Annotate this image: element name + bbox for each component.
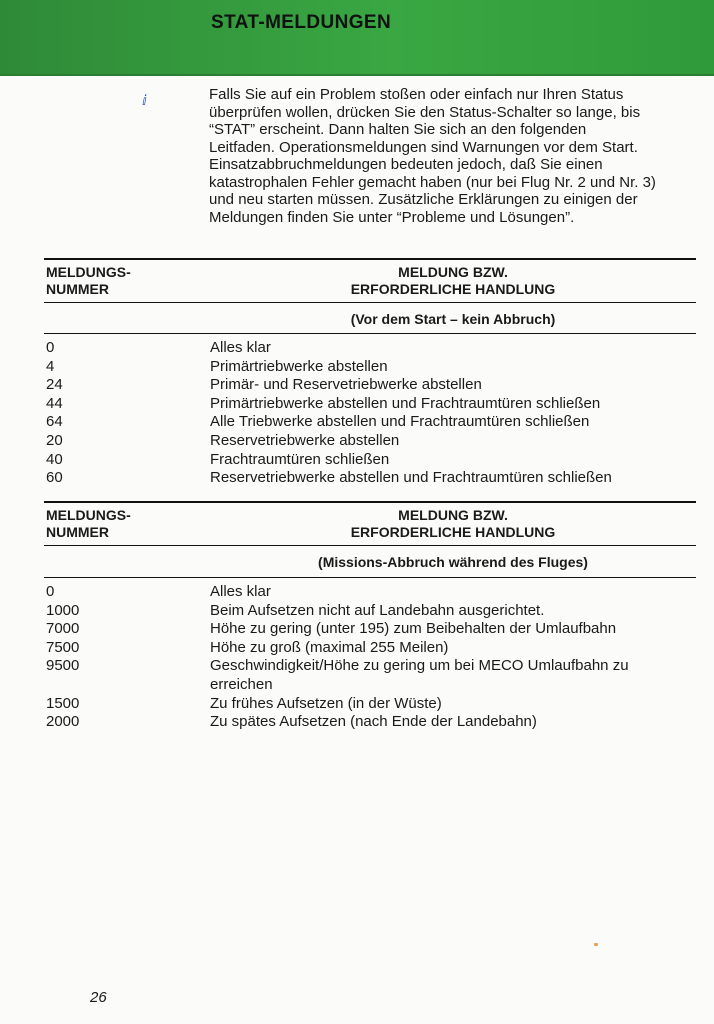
table1-body xyxy=(46,339,696,488)
message-number: 24 xyxy=(46,376,63,394)
table-row xyxy=(46,376,696,395)
message-number: 20 xyxy=(46,431,63,449)
message-number: 64 xyxy=(46,413,63,431)
message-text: Alle Triebwerke abstellen und Frachtraumtüren schließen xyxy=(210,413,590,431)
message-number: 44 xyxy=(46,394,63,412)
table-row xyxy=(46,639,696,658)
intro-line: Falls Sie auf ein Problem stoßen oder einfach nur Ihren Status xyxy=(209,86,624,103)
intro-line: Leitfaden. Operationsmeldungen sind Warnungen vor dem Start. xyxy=(209,138,638,156)
message-text: Zu frühes Aufsetzen (in der Wüste) xyxy=(210,694,442,712)
message-text: Primärtriebwerke abstellen xyxy=(210,357,388,375)
table-row xyxy=(46,713,696,732)
table-row xyxy=(46,413,696,432)
table2-section-rule xyxy=(44,577,696,578)
message-text: Beim Aufsetzen nicht auf Landebahn ausgerichtet. xyxy=(210,601,545,619)
message-number: 40 xyxy=(46,450,63,468)
table-row xyxy=(46,469,696,488)
table-row xyxy=(46,358,696,377)
message-number: 1500 xyxy=(46,694,80,712)
message-number: 9500 xyxy=(46,657,80,675)
intro-line: und neu starten müssen. Zusätzliche Erklärungen zu einigen der xyxy=(209,191,638,208)
table-row xyxy=(46,676,696,695)
table-row xyxy=(46,620,696,639)
table1-section-title: (Vor dem Start – kein Abbruch) xyxy=(350,311,556,327)
table1-col-message-header: MELDUNG BZW. ERFORDERLICHE HANDLUNG xyxy=(350,264,556,297)
table2-col-message-header: MELDUNG BZW. ERFORDERLICHE HANDLUNG xyxy=(350,507,556,540)
table-row xyxy=(46,395,696,414)
message-number: 4 xyxy=(46,357,55,375)
intro-line: Meldungen finden Sie unter “Probleme und Lösungen”. xyxy=(209,208,575,226)
table2-header-rule xyxy=(44,545,696,546)
table2-top-rule xyxy=(44,501,696,503)
message-text: Reservetriebwerke abstellen xyxy=(210,431,400,449)
intro-line: Einsatzabbruchmeldungen bedeuten jedoch, daß Sie einen xyxy=(209,156,603,173)
page-title: STAT-MELDUNGEN xyxy=(211,12,392,33)
table-row xyxy=(46,602,696,621)
message-number: 60 xyxy=(46,469,63,487)
message-text: Höhe zu gering (unter 195) zum Beibehalten der Umlaufbahn xyxy=(210,620,617,638)
message-text: Frachtraumtüren schließen xyxy=(210,450,390,468)
table-row xyxy=(46,657,696,676)
message-text: Alles klar xyxy=(210,339,271,356)
table2-section-title: (Missions-Abbruch während des Fluges) xyxy=(318,554,588,570)
message-text: Alles klar xyxy=(210,583,271,600)
message-number: 2000 xyxy=(46,713,80,731)
table1-header-rule xyxy=(44,302,696,303)
margin-mark-icon: ⅈ xyxy=(142,92,147,108)
message-number xyxy=(46,676,210,695)
page-number: 26 xyxy=(90,989,107,1006)
table-row xyxy=(46,451,696,470)
table2-col-number-header: MELDUNGS- NUMMER xyxy=(46,507,131,540)
table-row xyxy=(46,432,696,451)
table2-body xyxy=(46,583,696,732)
table1-section-rule xyxy=(44,333,696,334)
table-row xyxy=(46,339,696,358)
table-row xyxy=(46,695,696,714)
table1-top-rule xyxy=(44,258,696,260)
message-text: Höhe zu groß (maximal 255 Meilen) xyxy=(210,638,449,656)
header-band xyxy=(0,0,714,76)
print-speck xyxy=(594,943,598,946)
message-text: Primär- und Reservetriebwerke abstellen xyxy=(210,376,482,394)
message-text: Geschwindigkeit/Höhe zu gering um bei MECO Umlaufbahn zu xyxy=(210,657,629,675)
message-number: 7500 xyxy=(46,638,80,656)
message-text: erreichen xyxy=(210,675,273,693)
table1-col-number-header: MELDUNGS- NUMMER xyxy=(46,264,131,297)
message-number: 0 xyxy=(46,583,55,600)
message-text: Primärtriebwerke abstellen und Frachtraumtüren schließen xyxy=(210,394,601,412)
message-number: 1000 xyxy=(46,601,80,619)
intro-line: katastrophalen Fehler gemacht haben (nur bei Flug Nr. 2 und Nr. 3) xyxy=(209,173,656,191)
message-text: Zu spätes Aufsetzen (nach Ende der Landebahn) xyxy=(210,713,537,731)
message-text: Reservetriebwerke abstellen und Frachtraumtüren schließen xyxy=(210,469,612,487)
intro-paragraph xyxy=(209,86,679,226)
message-number: 0 xyxy=(46,339,55,356)
intro-line: überprüfen wollen, drücken Sie den Status-Schalter so lange, bis xyxy=(209,103,641,121)
message-number: 7000 xyxy=(46,620,80,638)
intro-line: “STAT” erscheint. Dann halten Sie sich an den folgenden xyxy=(209,121,587,138)
table-row xyxy=(46,583,696,602)
